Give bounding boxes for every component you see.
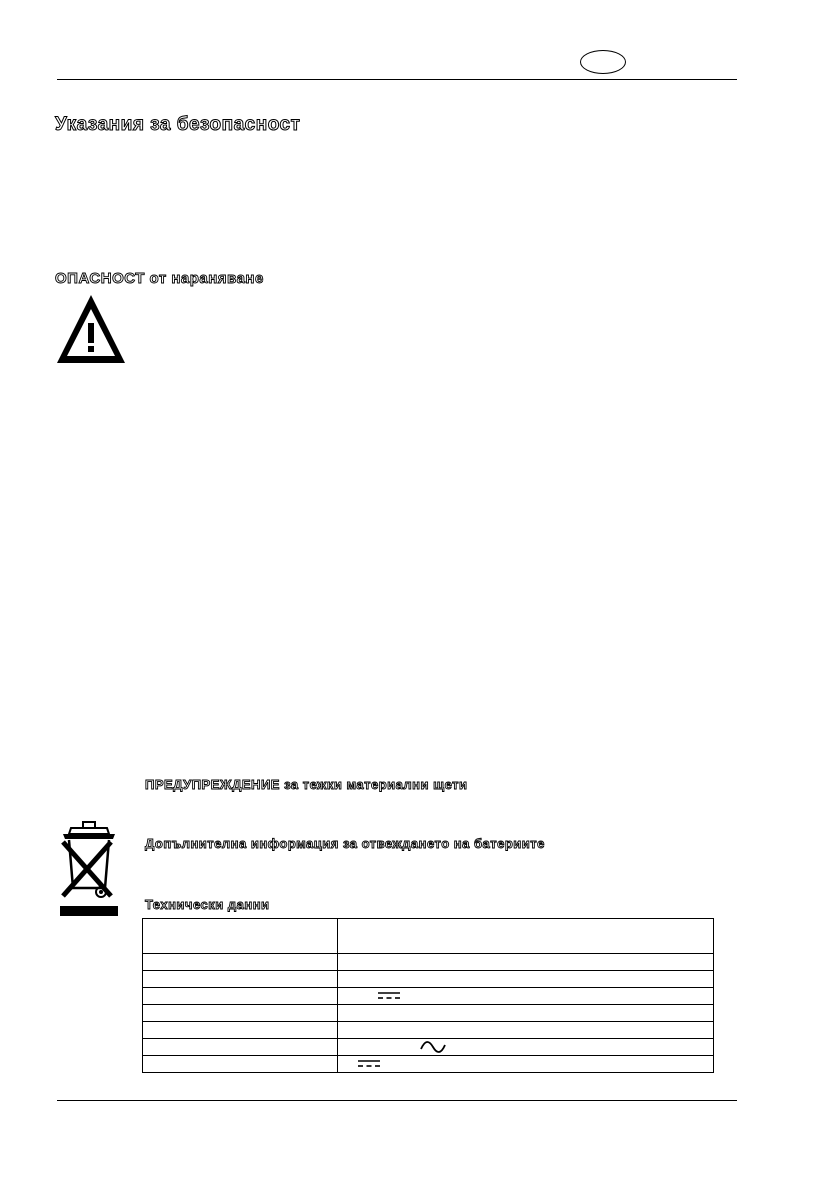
table-cell-value [338,1056,714,1073]
table-cell-label [143,1056,338,1073]
table-cell-value [338,1022,714,1039]
warning-heading: ПРЕДУПРЕЖДЕНИЕ за тежки материални щети [145,777,468,792]
warning-triangle-icon [55,293,127,365]
table-row [143,988,714,1005]
table-row [143,1039,714,1056]
table-cell-value [338,919,714,954]
table-cell-label [143,971,338,988]
direct-current-icon [358,1059,380,1069]
table-row [143,919,714,954]
technical-data-table [142,918,714,1073]
footer-rule [57,1100,737,1101]
table-row [143,954,714,971]
table-cell-value [338,988,714,1005]
table-cell-value [338,1039,714,1056]
table-cell-value [338,971,714,988]
disposal-heading: Допълнителна информация за отвеждането на батериите [145,836,545,851]
table-cell-value [338,954,714,971]
direct-current-icon [378,991,400,1001]
table-cell-label [143,1039,338,1056]
table-cell-label [143,988,338,1005]
table-row [143,1022,714,1039]
table-cell-label [143,1005,338,1022]
table-cell-label [143,954,338,971]
danger-heading: ОПАСНОСТ от нараняване [55,270,264,287]
table-row [143,1056,714,1073]
header-rule [57,79,737,80]
alternating-current-icon [420,1040,446,1054]
table-cell-label [143,1022,338,1039]
page-title: Указания за безопасност [55,114,301,135]
crossed-out-wheelie-bin-icon [57,818,121,918]
technical-data-heading: Технически данни [145,897,270,912]
table-cell-label [143,919,338,954]
language-badge [580,50,626,74]
table-cell-value [338,1005,714,1022]
table-row [143,971,714,988]
table-row [143,1005,714,1022]
